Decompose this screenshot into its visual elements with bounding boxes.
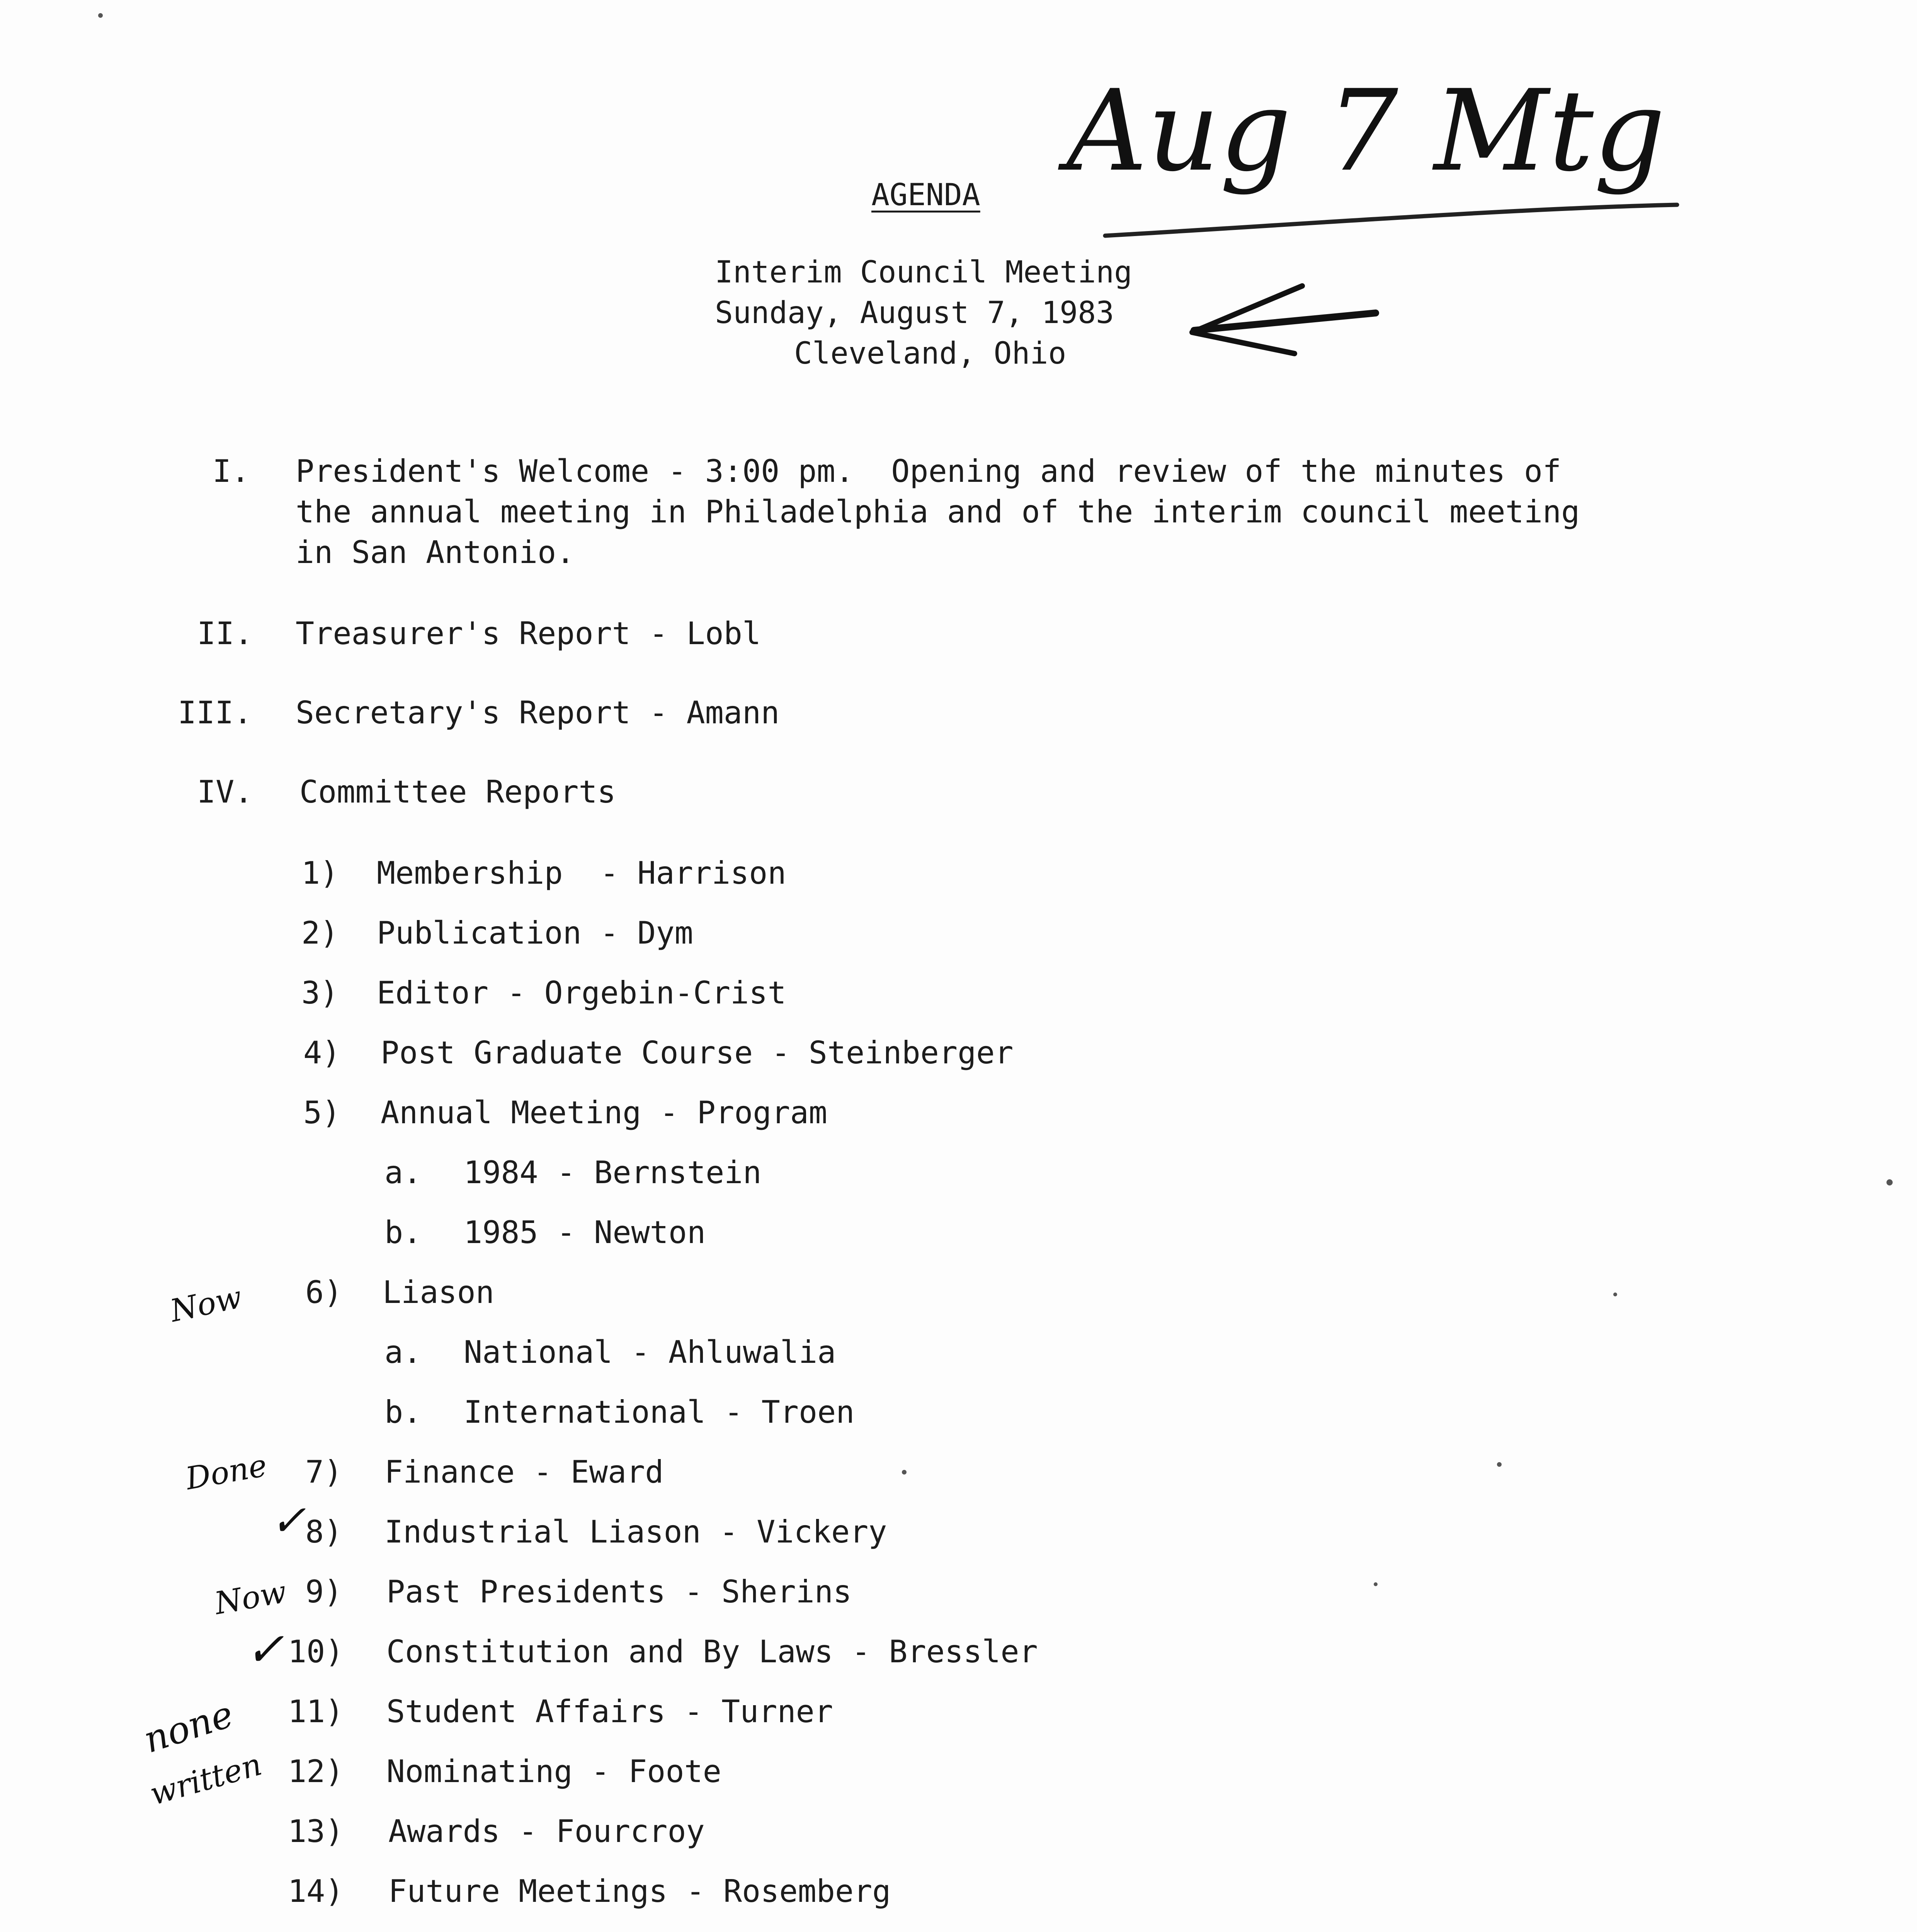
committee-number: 5) bbox=[303, 1095, 341, 1131]
committee-item: Liason bbox=[383, 1274, 494, 1310]
section-text: Treasurer's Report - Lobl bbox=[296, 616, 761, 651]
committee-item: Industrial Liason - Vickery bbox=[384, 1514, 887, 1550]
section-numeral: III. bbox=[178, 695, 252, 731]
committee-number: 1) bbox=[301, 855, 339, 891]
committee-item: Student Affairs - Turner bbox=[386, 1694, 833, 1730]
sub-item-letter: b. bbox=[384, 1394, 422, 1430]
section-text: Committee Reports bbox=[299, 774, 616, 810]
meeting-date: Sunday, August 7, 1983 bbox=[715, 296, 1114, 330]
handwritten-note: Now bbox=[212, 1573, 289, 1622]
committee-number: 2) bbox=[301, 915, 339, 951]
section-numeral: II. bbox=[197, 616, 253, 651]
committee-item: Editor - Orgebin-Crist bbox=[377, 975, 786, 1011]
sub-item-letter: b. bbox=[384, 1214, 422, 1250]
sub-item-letter: a. bbox=[384, 1334, 422, 1370]
committee-item: Nominating - Foote bbox=[386, 1753, 721, 1789]
handwritten-title: Aug 7 Mtg bbox=[1067, 66, 1665, 196]
handwritten-note: Done bbox=[183, 1447, 270, 1497]
committee-number: 6) bbox=[305, 1274, 343, 1310]
committee-item: Future Meetings - Rosemberg bbox=[388, 1873, 891, 1909]
sub-item: 1985 - Newton bbox=[464, 1214, 706, 1250]
committee-item: Post Graduate Course - Steinberger bbox=[381, 1035, 1014, 1071]
meeting-location: Cleveland, Ohio bbox=[794, 336, 1067, 371]
handwritten-underline bbox=[1105, 205, 1677, 236]
committee-number: 11) bbox=[288, 1694, 344, 1730]
section-text: President's Welcome - 3:00 pm. Opening and review of the minutes of bbox=[296, 453, 1561, 489]
handwritten-note: none bbox=[138, 1693, 239, 1762]
committee-number: 13) bbox=[288, 1813, 344, 1849]
committee-item: Awards - Fourcroy bbox=[388, 1813, 705, 1849]
committee-item: Past Presidents - Sherins bbox=[386, 1574, 852, 1610]
section-text: Secretary's Report - Amann bbox=[296, 695, 780, 731]
committee-item: Constitution and By Laws - Bressler bbox=[386, 1634, 1038, 1670]
handwritten-note: written bbox=[146, 1746, 266, 1812]
check-mark-icon: ✓ bbox=[270, 1496, 306, 1545]
committee-item: Finance - Eward bbox=[384, 1454, 664, 1490]
handwritten-note: Now bbox=[167, 1279, 245, 1329]
meeting-title: Interim Council Meeting bbox=[715, 255, 1133, 290]
committee-number: 4) bbox=[303, 1035, 341, 1071]
arrow-head bbox=[1192, 286, 1302, 354]
sub-item-letter: a. bbox=[384, 1155, 422, 1190]
committee-number: 7) bbox=[305, 1454, 343, 1490]
section-text: in San Antonio. bbox=[296, 534, 575, 570]
committee-item: Annual Meeting - Program bbox=[381, 1095, 827, 1131]
sub-item: International - Troen bbox=[464, 1394, 855, 1430]
committee-number: 10) bbox=[288, 1634, 344, 1670]
committee-number: 14) bbox=[288, 1873, 344, 1909]
committee-number: 3) bbox=[301, 975, 339, 1011]
section-numeral: IV. bbox=[197, 774, 253, 810]
sub-item: National - Ahluwalia bbox=[464, 1334, 836, 1370]
sub-item: 1984 - Bernstein bbox=[464, 1155, 762, 1190]
check-mark-icon: ✓ bbox=[245, 1623, 284, 1677]
committee-item: Publication - Dym bbox=[377, 915, 693, 951]
committee-item: Membership - Harrison bbox=[377, 855, 786, 891]
committee-number: 12) bbox=[288, 1753, 344, 1789]
agenda-heading: AGENDA bbox=[871, 178, 980, 213]
section-numeral: I. bbox=[213, 453, 250, 489]
arrow-shaft bbox=[1194, 313, 1376, 330]
committee-number: 9) bbox=[305, 1574, 343, 1610]
committee-number: 8) bbox=[305, 1514, 343, 1550]
section-text: the annual meeting in Philadelphia and of the interim council meeting bbox=[296, 494, 1580, 530]
